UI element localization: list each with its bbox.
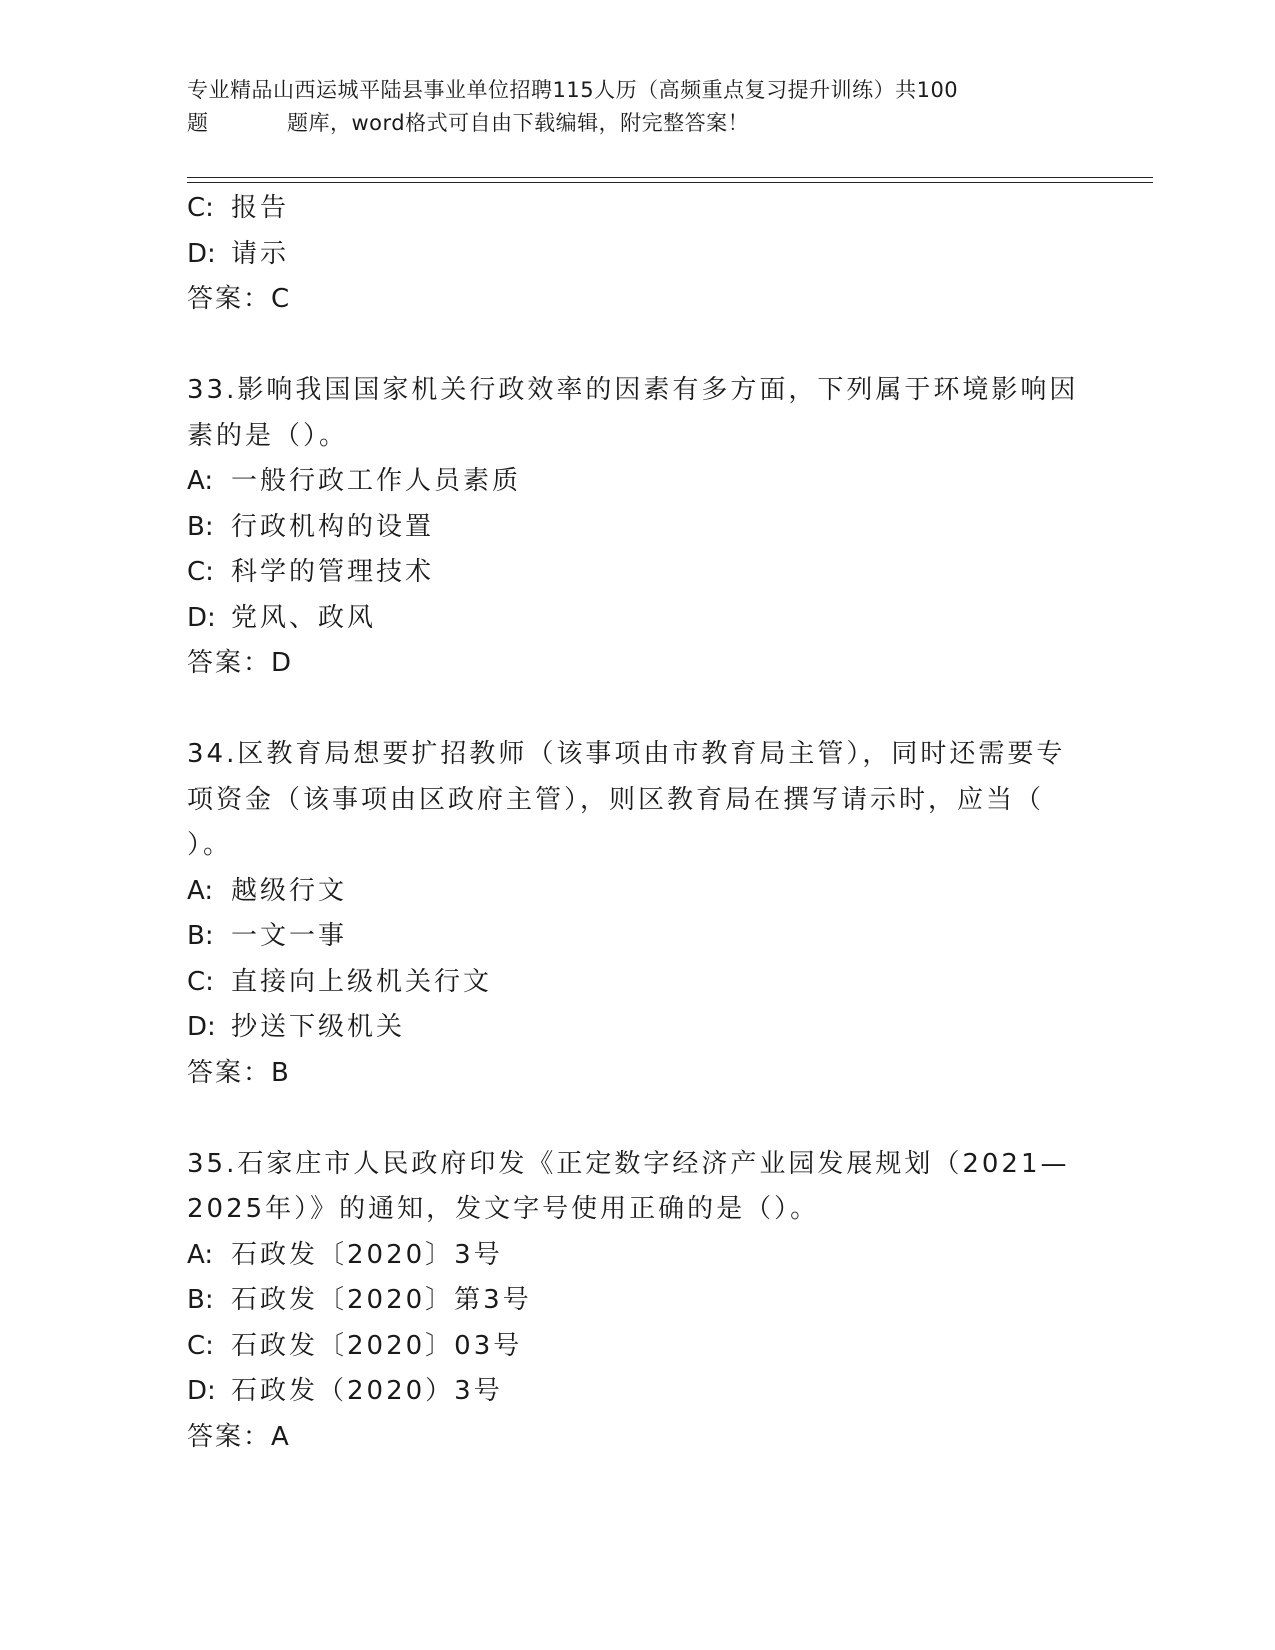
- option-d: [187, 1005, 1087, 1051]
- option-text: 一般行政工作人员素质: [231, 466, 522, 496]
- question-stem-line: 33.影响我国国家机关行政效率的因素有多方面，下列属于环境影响因: [187, 375, 1079, 405]
- header-title-fragment: 题: [187, 111, 209, 135]
- option-key: D:: [187, 602, 216, 633]
- option-text: 石政发（2020）3号: [231, 1376, 503, 1406]
- option-key: A:: [187, 1239, 214, 1270]
- option-c: [187, 1324, 1087, 1370]
- option-a: [187, 1233, 1087, 1279]
- option-b: [187, 505, 1087, 551]
- header-title-line1: 专业精品山西运城平陆县事业单位招聘115人历（高频重点复习提升训练）共100: [187, 78, 959, 102]
- question-stem-line: 34.区教育局想要扩招教师（该事项由市教育局主管），同时还需要专: [187, 739, 1066, 769]
- question-stem-line: 2025年）》的通知，发文字号使用正确的是（）。: [187, 1194, 820, 1224]
- answer-line: 答案：C: [187, 284, 292, 314]
- option-key: B:: [187, 511, 214, 542]
- question-stem-line: 35.石家庄市人民政府印发《正定数字经济产业园发展规划（2021—: [187, 1148, 1070, 1179]
- option-text: 行政机构的设置: [231, 511, 435, 542]
- option-key: D:: [187, 1012, 216, 1042]
- option-text: 石政发〔2020〕3号: [231, 1239, 503, 1270]
- option-text: 请示: [231, 238, 290, 269]
- page-header: [187, 74, 1087, 140]
- question-stem-line: ）。: [187, 830, 233, 860]
- option-text: 石政发〔2020〕第3号: [231, 1285, 532, 1315]
- question-33: [187, 368, 1087, 687]
- option-key: D:: [187, 238, 216, 269]
- option-c: [187, 960, 1087, 1006]
- option-key: B:: [187, 921, 214, 951]
- spacer: [187, 687, 1087, 733]
- option-text: 一文一事: [231, 921, 348, 951]
- header-divider-top: [187, 177, 1153, 178]
- option-a: [187, 459, 1087, 505]
- header-subtitle: 题库，word格式可自由下载编辑，附完整答案！: [287, 111, 750, 135]
- option-key: A:: [187, 466, 214, 496]
- option-d: [187, 1369, 1087, 1415]
- option-a: [187, 869, 1087, 915]
- spacer: [187, 1096, 1087, 1142]
- option-text: 越级行文: [231, 875, 348, 906]
- option-text: 石政发〔2020〕03号: [231, 1330, 523, 1361]
- option-key: D:: [187, 1376, 216, 1406]
- option-key: C:: [187, 557, 214, 587]
- question-32-continuation: [187, 186, 1087, 323]
- option-c: [187, 186, 1087, 232]
- option-text: 直接向上级机关行文: [231, 966, 493, 997]
- option-d: [187, 596, 1087, 642]
- question-stem-line: 素的是（）。: [187, 420, 349, 451]
- option-key: C:: [187, 193, 214, 223]
- option-key: C:: [187, 1330, 214, 1361]
- option-key: B:: [187, 1285, 214, 1315]
- option-b: [187, 1278, 1087, 1324]
- option-text: 报告: [231, 193, 290, 223]
- question-34: [187, 732, 1087, 1096]
- header-divider-bottom: [187, 182, 1153, 183]
- answer-line: 答案：B: [187, 1057, 291, 1088]
- question-35: [187, 1142, 1087, 1461]
- option-b: [187, 914, 1087, 960]
- option-d: [187, 232, 1087, 278]
- option-c: [187, 550, 1087, 596]
- option-text: 抄送下级机关: [231, 1012, 406, 1042]
- header-title-line2: [187, 107, 1087, 140]
- answer-line: 答案：A: [187, 1421, 291, 1452]
- question-content: [187, 186, 1087, 1460]
- spacer: [187, 323, 1087, 369]
- option-key: A:: [187, 875, 214, 906]
- option-text: 党风、政风: [231, 602, 377, 633]
- option-text: 科学的管理技术: [231, 557, 435, 587]
- answer-line: 答案：D: [187, 648, 294, 678]
- question-stem-line: 项资金（该事项由区政府主管），则区教育局在撰写请示时，应当（: [187, 784, 1045, 815]
- option-key: C:: [187, 966, 214, 997]
